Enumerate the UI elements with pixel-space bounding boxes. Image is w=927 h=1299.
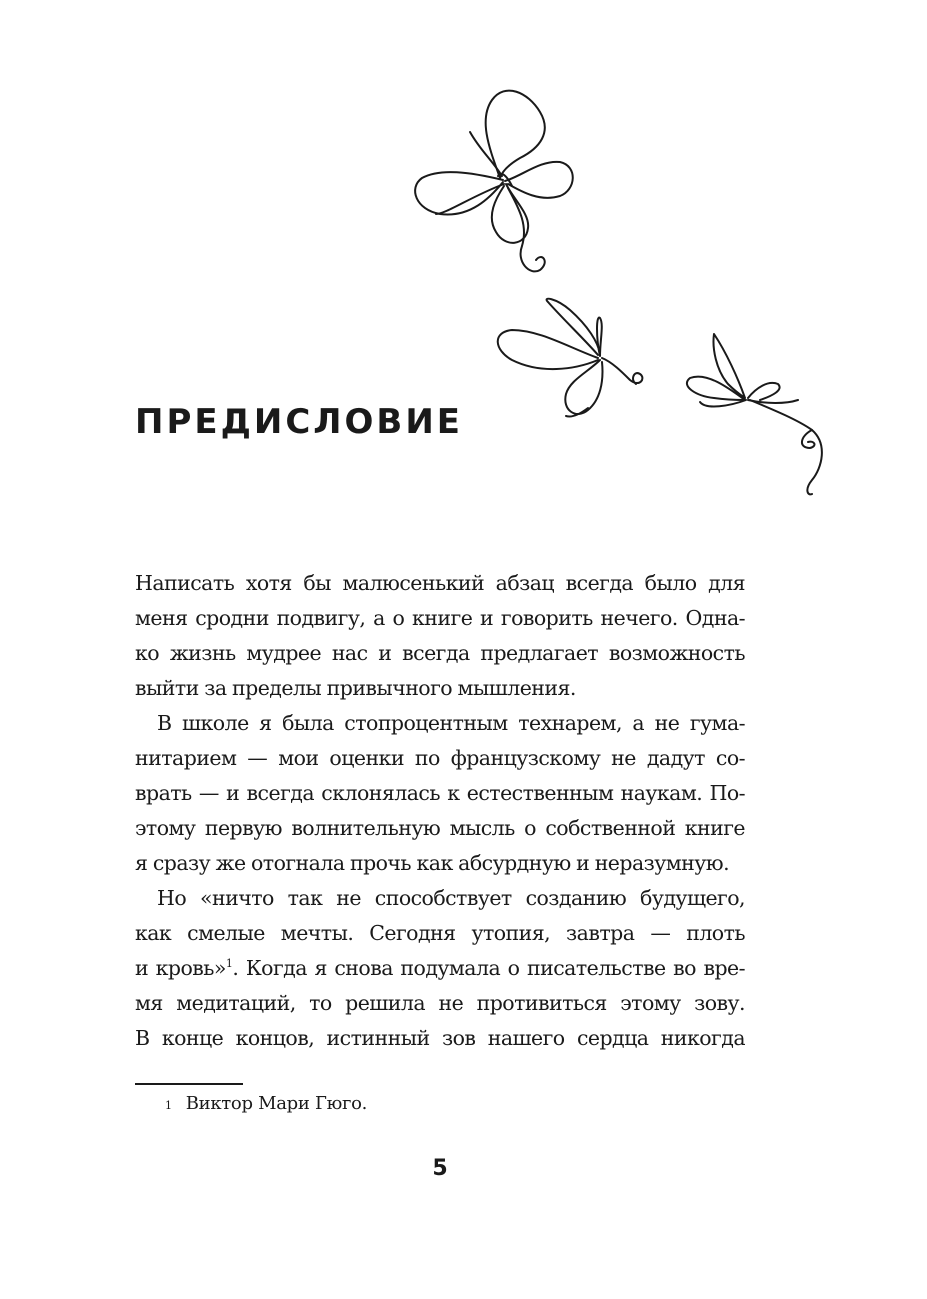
page-number: 5 bbox=[432, 1156, 448, 1181]
paragraph-1-line-4: выйти за пределы привычного мышления. bbox=[135, 676, 576, 700]
paragraph-3-line-2: как смелые мечты. Сегодня утопия, завтра — плоть bbox=[135, 921, 745, 945]
footnote-divider bbox=[135, 1083, 243, 1085]
paragraph-1-line-3: ко жизнь мудрее нас и всегда предлагает возможность bbox=[135, 641, 745, 665]
paragraph-2-line-3: врать — и всегда склонялась к естественным наукам. По- bbox=[135, 781, 745, 805]
paragraph-3-line-1: Но «ничто так не способствует созданию будущего, bbox=[157, 886, 745, 910]
paragraph-3-line-3-end: . Когда я снова подумала о писательстве во вре- bbox=[232, 956, 745, 980]
body-text bbox=[135, 566, 745, 1056]
paragraph-1-line-1: Написать хотя бы малюсенький абзац всегда было для bbox=[135, 571, 745, 595]
paragraph-3-line-3 bbox=[135, 951, 745, 986]
paragraph-2-line-1: В школе я была стопроцентным технарем, а не гума- bbox=[157, 711, 745, 735]
paragraph-2-line-5: я сразу же отогнала прочь как абсурдную и неразумную. bbox=[135, 851, 730, 875]
butterfly-right-icon bbox=[687, 334, 822, 494]
footnote-reference[interactable]: 1 bbox=[225, 957, 233, 971]
chapter-title: ПРЕДИСЛОВИЕ bbox=[135, 402, 464, 442]
paragraph-1-line-2: меня сродни подвигу, а о книге и говорить нечего. Одна- bbox=[135, 606, 745, 630]
footnote-mark: 1 bbox=[165, 1099, 172, 1112]
paragraph-3-line-3-start: и кровь» bbox=[135, 956, 226, 980]
paragraph-3-line-4: мя медитаций, то решила не противиться этому зову. bbox=[135, 991, 745, 1015]
footnote bbox=[165, 1092, 367, 1118]
butterfly-top-icon bbox=[415, 91, 573, 272]
paragraph-3-line-5: В конце концов, истинный зов нашего сердца никогда bbox=[135, 1026, 745, 1050]
paragraph-2-line-4: этому первую волнительную мысль о собственной книге bbox=[135, 816, 745, 840]
paragraph-2-line-2: нитарием — мои оценки по французскому не дадут со- bbox=[135, 746, 745, 770]
butterflies-illustration bbox=[0, 0, 927, 560]
butterfly-middle-icon bbox=[498, 299, 643, 417]
footnote-text: Виктор Мари Гюго. bbox=[185, 1093, 368, 1114]
